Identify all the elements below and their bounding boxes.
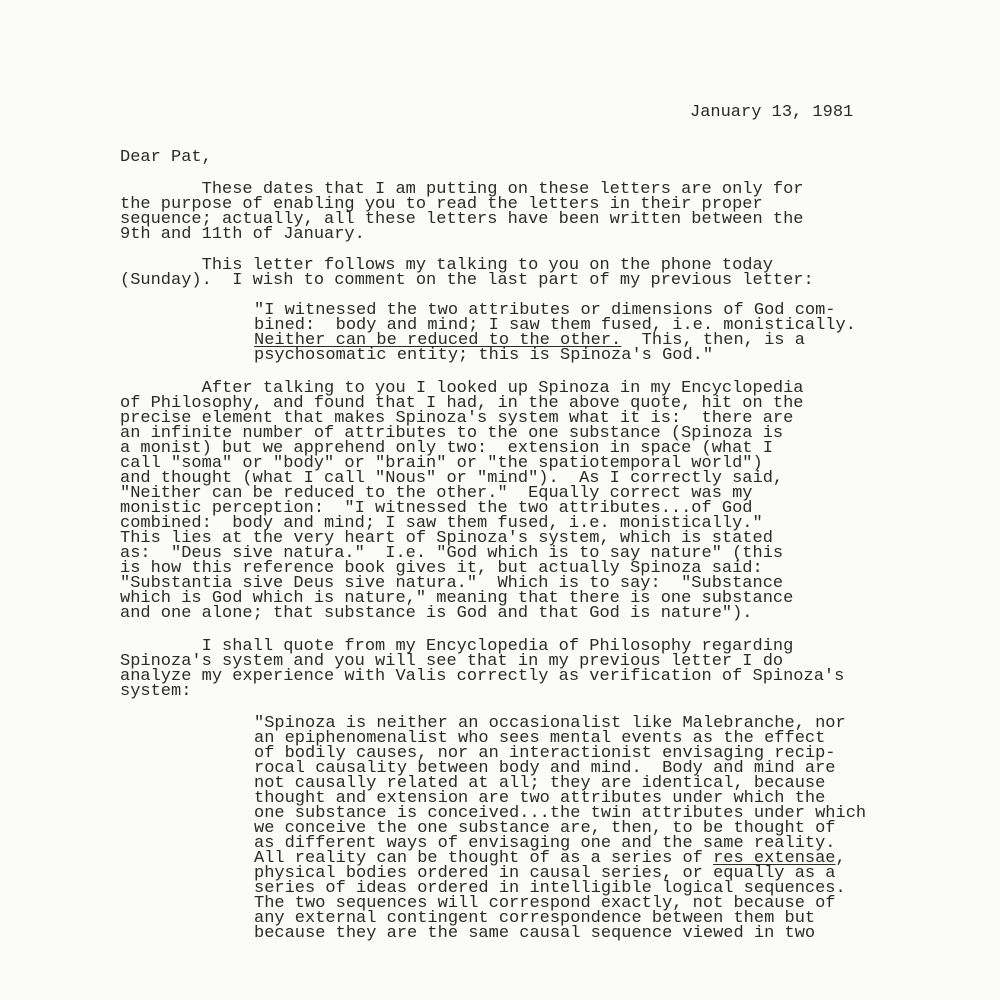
quote-text: All reality can be thought of as a series of: [254, 849, 714, 868]
text-line: "Neither can be reduced to the other." Equally correct was my: [120, 484, 753, 503]
paragraph-1: [120, 182, 804, 242]
paragraph-3: [120, 381, 804, 621]
text-line: call "soma" or "body" or "brain" or "the spatiotemporal world"): [120, 454, 763, 473]
quote-line: we conceive the one substance are, then, to be thought of: [254, 819, 836, 838]
quote-line: "I witnessed the two attributes or dimensions of God com-: [254, 301, 836, 320]
text-line: which is God which is nature," meaning that there is one substance: [120, 589, 794, 608]
text-line: the purpose of enabling you to read the letters in their proper: [120, 195, 763, 214]
letter-date: January 13, 1981: [690, 103, 854, 122]
quote-line: physical bodies ordered in causal series, or equally as a: [254, 864, 836, 883]
text-line: analyze my experience with Valis correctly as verification of Spinoza's: [120, 667, 845, 686]
text-line: combined: body and mind; I saw them fused, i.e. monistically.": [120, 514, 763, 533]
quote-line: because they are the same causal sequence viewed in two: [254, 924, 816, 943]
block-quote-2: [254, 716, 866, 941]
text-line: Spinoza's system and you will see that in my previous letter I do: [120, 652, 784, 671]
quote-line: "Spinoza is neither an occasionalist like Malebranche, nor: [254, 714, 846, 733]
text-line: is how this reference book gives it, but actually Spinoza said:: [120, 559, 763, 578]
text-line: sequence; actually, all these letters have been written between the: [120, 210, 804, 229]
text-line: and thought (what I call "Nous" or "mind"). As I correctly said,: [120, 469, 784, 488]
text-line: a monist) but we apprehend only two: extension in space (what I: [120, 439, 773, 458]
quote-line: one substance is conceived...the twin attributes under which: [254, 804, 867, 823]
quote-line: an epiphenomenalist who sees mental events as the effect: [254, 729, 826, 748]
quote-text: ,: [835, 849, 846, 868]
paragraph-4: [120, 639, 844, 699]
salutation: Dear Pat,: [120, 148, 212, 167]
text-line: and one alone; that substance is God and that God is nature").: [120, 604, 753, 623]
quote-line: as different ways of envisaging one and the same reality.: [254, 834, 836, 853]
text-line: monistic perception: "I witnessed the two attributes...of God: [120, 499, 753, 518]
text-line: "Substantia sive Deus sive natura." Which is to say: "Substance: [120, 574, 784, 593]
paragraph-2: [120, 258, 814, 288]
quote-line: series of ideas ordered in intelligible logical sequences.: [254, 879, 846, 898]
quote-line: any external contingent correspondence between them but: [254, 909, 816, 928]
text-line: system:: [120, 682, 192, 701]
text-line: This letter follows my talking to you on the phone today: [120, 256, 773, 275]
text-line: precise element that makes Spinoza's system what it is: there are: [120, 409, 794, 428]
text-line: 9th and 11th of January.: [120, 225, 365, 244]
text-line: (Sunday). I wish to comment on the last part of my previous letter:: [120, 271, 814, 290]
quote-line: not causally related at all; they are identical, because: [254, 774, 826, 793]
text-line: After talking to you I looked up Spinoza in my Encyclopedia: [120, 379, 804, 398]
text-line: I shall quote from my Encyclopedia of Philosophy regarding: [120, 637, 794, 656]
quote-line: The two sequences will correspond exactly, not because of: [254, 894, 836, 913]
text-line: This lies at the very heart of Spinoza's system, which is stated: [120, 529, 773, 548]
text-line: an infinite number of attributes to the one substance (Spinoza is: [120, 424, 784, 443]
quote-line: rocal causality between body and mind. Body and mind are: [254, 759, 836, 778]
quote-line: thought and extension are two attributes under which the: [254, 789, 826, 808]
block-quote-1: [254, 303, 856, 363]
text-line: as: "Deus sive natura." I.e. "God which is to say nature" (this: [120, 544, 784, 563]
underlined-phrase: Neither can be reduced to the other.: [254, 331, 622, 350]
text-line: of Philosophy, and found that I had, in the above quote, hit on the: [120, 394, 804, 413]
quote-line: of bodily causes, nor an interactionist envisaging recip-: [254, 744, 836, 763]
quote-line: psychosomatic entity; this is Spinoza's God.": [254, 346, 714, 365]
text-line: These dates that I am putting on these letters are only for: [120, 180, 804, 199]
quote-line: bined: body and mind; I saw them fused, i.e. monistically.: [254, 316, 856, 335]
quote-text: This, then, is a: [621, 331, 805, 350]
underlined-phrase: res extensae: [713, 849, 836, 868]
